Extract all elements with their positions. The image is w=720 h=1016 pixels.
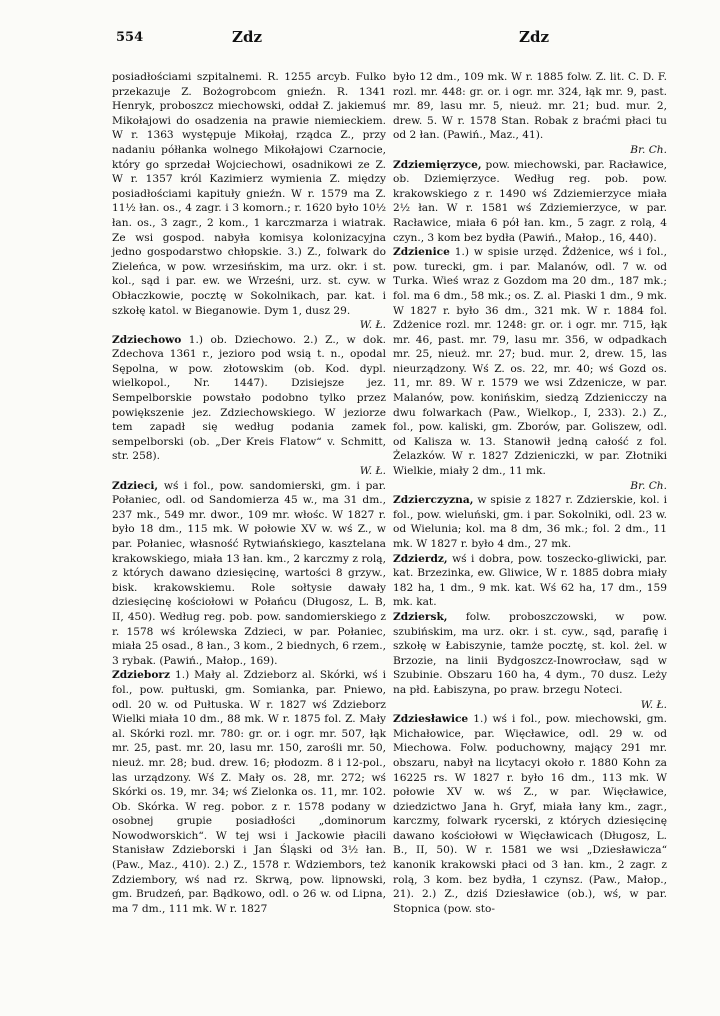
entry-text: posiadłościami szpitalnemi. R. 1255 arcyb. Fulko przekazuje Z. Bożogrobcom gnieźn. R. 1341 Henryk, proboszcz miechowski, oddał Z. jakiemuś Mikołajowi do osadzenia na prawie niemieckiem. W r. 1363 występuje Mikołaj, rządca Z., przy nadaniu półłanka wolnego Mikołajowi Czarnocie, który go sprzedał Wojciechowi, osadnikowi ze Z. W r. 1357 król Kazimierz wymienia Z. między posiadłościami kapituły gnieźn. W r. 1579 ma Z. 11½ łan. os., 4 zagr. i 3 komorn.; r. 1620 było 10½ łan. os., 3 zagr., 2 kom., 1 karczmarza i wiatrak. Ze wsi gospod. nabyła komisya kolonizacyjna jedno gospodarstwo chłopskie. 3.) Z., folwark do Zieleńca, w pow. wrzesińskim, ma urz. okr. i st. kol., sąd i par. ew. we Wrześni, urz. st. cyw. w Obłaczkowie, pocztę w Sokolnikach, par. kat. i szkołę katol. w Bieganowie. Dym 1, dusz 29. — [112, 71, 386, 317]
entry-headword: Zdzieci, — [112, 479, 159, 492]
entry — [112, 70, 386, 333]
entry-signature: W. Ł. — [359, 319, 386, 332]
entry-headword: Zdzieborz — [112, 669, 170, 682]
entry-text: wś i dobra, pow. toszecko-gliwicki, par. kat. Brzezinka, ew. Gliwice, W r. 1885 dobra miały 182 ha, 1 dm., 9 mk. kat. Wś 62 ha, 17 dm., 159 mk. kat. — [393, 552, 667, 609]
entry-headword: Zdziersk, — [393, 610, 448, 623]
entry-text: było 12 dm., 109 mk. W r. 1885 folw. Z. lit. C. D. F. rozl. mr. 448: gr. or. i ogr. mr. 324, łąk mr. 9, past. mr. 89, lasu mr. 5, nieuż. mr. 21; bud. mur. 2, drew. 5. W r. 1578 Stan. Robak z braćmi płaci tu od 2 łan. (Pawiń., Maz., 41). — [393, 71, 667, 142]
entry-headword: Zdziesławice — [393, 713, 469, 726]
running-head-right: Zdz — [519, 28, 549, 46]
left-column — [112, 70, 386, 916]
entry-text: pow. miechowski, par. Racławice, ob. Dziemięrzyce. Według reg. pob. pow. krakowskiego z r. 1490 wś Zdziemierzyce miała 2½ łan. W r. 1581 wś Zdziemierzyce, w par. Racławice, miała 6 pół łan. km., 5 zagr. z rolą, 4 czyn., 3 kom bez bydła (Pawiń., Małop., 16, 440). — [393, 158, 667, 244]
entry — [393, 493, 667, 551]
entry-text: folw. proboszczowski, w pow. szubińskim, ma urz. okr. i st. cyw., sąd, parafię i szkołę w Łabiszynie, tamże pocztę, st. kol. żel. w Brzozie, na linii Bydgoszcz-Inowrocław, sąd w Szubinie. Obszaru 160 ha, 4 dym., 70 dusz. Leży na płd. Łabiszyna, po praw. brzegu Noteci. — [393, 610, 667, 696]
entry-text: 1.) wś i fol., pow. miechowski, gm. Michałowice, par. Więcławice, odl. 29 w. od Miechowa. Folw. poduchowny, mający 291 mr. obszaru, nabył na licytacyi około r. 1880 Kohn za 16225 rs. W 1827 r. było 16 dm., 113 mk. W połowie XV w. wś Z., w par. Więcławice, dziedzictwo Jana h. Gryf, miała łany km., zagr., karczmy, folwark rycerski, z których dziesięcinę dawano kościołowi w Więcławicach (Długosz, L. B., II, 50). W r. 1581 we wsi „Dziesławicza“ kanonik krakowski płaci od 3 łan. km., 2 zagr. z rolą, 3 kom. bez bydła, 1 czynsz. (Paw., Małop., 21). 2.) Z., dziś Dziesławice (ob.), wś, w par. Stopnica (pow. sto- — [393, 713, 667, 915]
entry-signature: W. Ł. — [359, 465, 386, 478]
entry — [393, 70, 667, 158]
entry-text: w spisie z 1827 r. Zdzierskie, kol. i fol., pow. wieluński, gm. i par. Sokolniki, odl. 23 w. od Wielunia; kol. ma 8 dm, 36 mk.; fol. 2 dm., 11 mk. W 1827 r. było 4 dm., 27 mk. — [393, 494, 667, 550]
entry — [393, 610, 667, 712]
entry-headword: Zdzienice — [393, 246, 450, 259]
entry — [112, 333, 386, 479]
entry — [393, 158, 667, 246]
entry-signature: Br. Ch. — [630, 143, 667, 156]
entry — [112, 479, 386, 669]
entry-text: 1.) w spisie urzęd. Źdżenice, wś i fol., pow. turecki, gm. i par. Malanów, odl. 7 w. od Turka. Wieś wraz z Gozdom ma 20 dm., 187 mk.; fol. ma 6 dm., 58 mk.; os. Z. al. Piaski 1 dm., 9 mk. W 1827 r. było 36 dm., 321 mk. W r. 1884 fol. Zdżenice rozl. mr. 1248: gr. or. i ogr. mr. 715, łąk mr. 46, past. mr. 79, lasu mr. 356, w odpadkach mr. 25, nieuż. mr. 27; bud. mur. 2, drew. 15, las nieurządzony. Wś Z. os. 22, mr. 40; wś Gozd os. 11, mr. 89. W r. 1579 we wsi Zdzenicze, w par. Malanów, pow. konińskim, siedzą Zdzienicczy na dwu folwarkach (Paw., Wielkop., I, 233). 2.) Z., fol., pow. kaliski, gm. Zborów, par. Goliszew, odl. od Kalisza w. 13. Stanowił jedną całość z fol. Żelazków. W r. 1827 Zdzieniczki, w par. Złotniki Wielkie, miały 2 dm., 11 mk. — [393, 246, 667, 478]
entry-headword: Zdziechowo — [112, 333, 182, 346]
entry-headword: Zdziemięrzyce, — [393, 158, 482, 171]
entry-headword: Zdzierczyzna, — [393, 494, 474, 507]
entry — [393, 245, 667, 493]
running-head-left: Zdz — [232, 28, 262, 46]
entry — [393, 712, 667, 916]
page-number: 554 — [116, 30, 144, 45]
entry-text: 1.) ob. Dziechowo. 2.) Z., w dok. Zdechova 1361 r., jezioro pod wsią t. n., opodal Sępolna, w pow. złotowskim (ob. Kod. dypl. wielkopol., Nr. 1447). Dzisiejsze jez. Sempelborskie powstało podobno tylko przez powiększenie jez. Zdziechowskiego. W jeziorze tem zapadł się według podania zamek sempelborski (ob. „Der Kreis Flatow“ v. Schmitt, str. 258). — [112, 333, 386, 463]
entry-text: 1.) Mały al. Zdzieborz al. Skórki, wś i fol., pow. pułtuski, gm. Somianka, par. Pniewo, odl. 20 w. od Pułtuska. W r. 1827 wś Zdzieborz Wielki miała 10 dm., 88 mk. W r. 1875 fol. Z. Mały al. Skórki rozl. mr. 780: gr. or. i ogr. mr. 507, łąk mr. 25, past. mr. 20, lasu mr. 150, zarośli mr. 50, nieuż. mr. 28; bud. drew. 16; płodozm. 8 i 12-pol., las urządzony. Wś Z. Mały os. 28, mr. 272; wś Skórki os. 19, mr. 34; wś Zielonka os. 11, mr. 102. Ob. Skórka. W reg. pobor. z r. 1578 podany w osobnej grupie posiadłości „dominorum Nowodworskich“. W tej wsi i Jackowie płacili Stanisław Zdzieborski i Jan Śląski od 3½ łan. (Paw., Maz., 410). 2.) Z., 1578 r. Wdziembors, też Zdziembory, wś nad rz. Skrwą, pow. lipnowski, gm. Brudzeń, par. Bądkowo, odl. o 26 w. od Lipna, ma 7 dm., 111 mk. W r. 1827 — [112, 669, 386, 915]
entry-text: wś i fol., pow. sandomierski, gm. i par. Połaniec, odl. od Sandomierza 45 w., ma 31 dm., 237 mk., 549 mr. dwor., 109 mr. włośc. W 1827 r. było 18 dm., 115 mk. W połowie XV w. wś Z., w par. Połaniec, własność Rytwiańskiego, kasztelana krakowskiego, miała 13 łan. km., 2 karczmy z rolą, z których dawano dziesięcinę, wartości 8 grzyw., bisk. krakowskiemu. Role sołtysie dawały dziesięcinę kościołowi w Połańcu (Długosz, L. B, II, 450). Według reg. pob. pow. sandomierskiego z r. 1578 wś królewska Zdzieci, w par. Połaniec, miała 25 osad., 8 łan., 3 kom., 2 biednych, 6 rzem., 3 rybak. (Pawiń., Małop., 169). — [112, 479, 386, 667]
right-column — [393, 70, 667, 916]
entry — [112, 668, 386, 916]
entry — [393, 552, 667, 610]
entry-signature: W. Ł. — [640, 698, 667, 711]
entry-headword: Zdzierdz, — [393, 552, 448, 565]
entry-signature: Br. Ch. — [630, 479, 667, 492]
